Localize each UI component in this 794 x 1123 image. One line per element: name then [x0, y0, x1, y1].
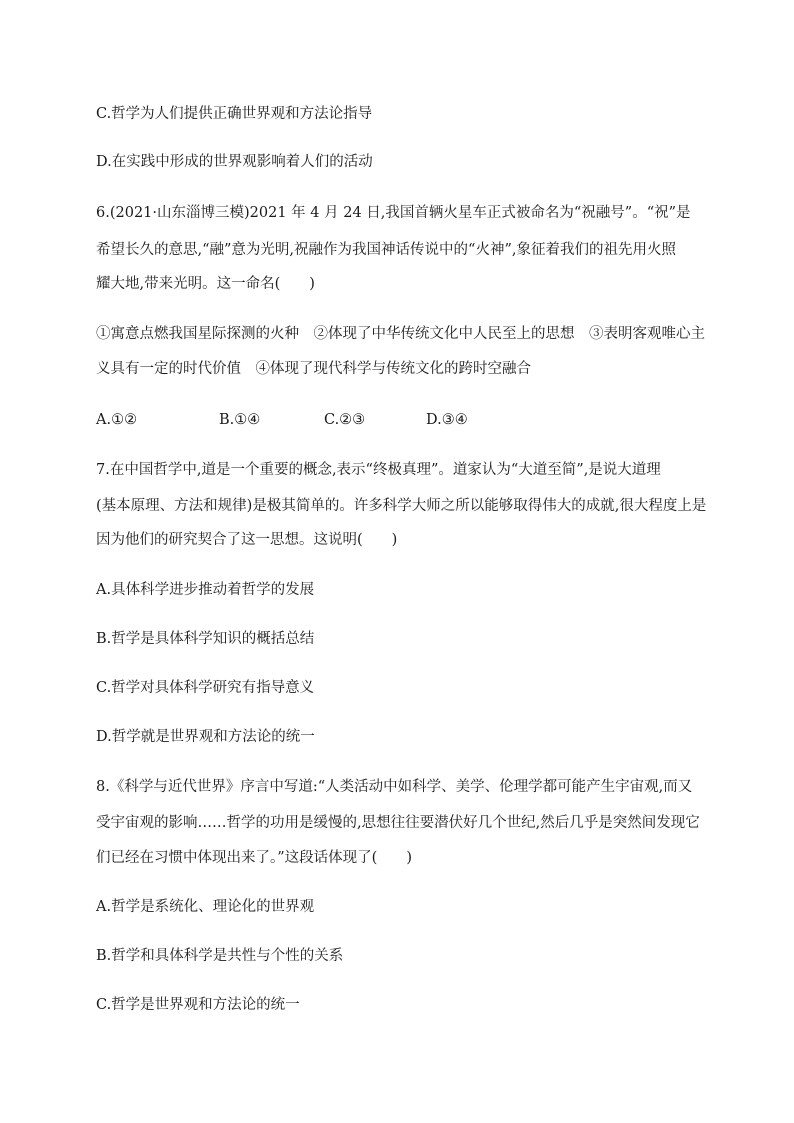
q6-stem-line-3: 耀大地,带来光明。这一命名( ) — [96, 276, 315, 292]
q8-option-b: B.哲学和具体科学是共性与个性的关系 — [96, 948, 344, 964]
q7-stem-line-2: (基本原理、方法和规律)是极其简单的。许多科学大师之所以能够取得伟大的成就,很大程度上是 — [96, 498, 707, 514]
q6-option-a: A.①② — [96, 412, 138, 428]
q5-option-d: D.在实践中形成的世界观影响着人们的活动 — [96, 154, 373, 170]
q8-option-a: A.哲学是系统化、理论化的世界观 — [96, 899, 315, 915]
q8-stem-line-3: 们已经在习惯中体现出来了。”这段话体现了( ) — [96, 850, 412, 866]
q8-stem-line-1: 8.《科学与近代世界》序言中写道:“人类活动中如科学、美学、伦理学都可能产生宇宙观,而又 — [96, 779, 693, 795]
q6-option-b: B.①④ — [219, 412, 261, 428]
q8-option-c: C.哲学是世界观和方法论的统一 — [96, 997, 300, 1013]
q7-option-a: A.具体科学进步推动着哲学的发展 — [96, 582, 315, 598]
q5-option-c: C.哲学为人们提供正确世界观和方法论指导 — [96, 106, 373, 122]
q6-stem-line-1: 6.(2021·山东淄博三模)2021 年 4 月 24 日,我国首辆火星车正式被命名为“祝融号”。“祝”是 — [96, 205, 691, 221]
q7-option-d: D.哲学就是世界观和方法论的统一 — [96, 729, 315, 745]
q6-stem-line-2: 希望长久的意思,“融”意为光明,祝融作为我国神话传说中的“火神”,象征着我们的祖先用火照 — [96, 242, 676, 258]
q6-option-c: C.②③ — [324, 412, 366, 428]
q8-stem-line-2: 受宇宙观的影响……哲学的功用是缓慢的,思想往往要潜伏好几个世纪,然后几乎是突然间发现它 — [96, 815, 700, 831]
q6-option-d: D.③④ — [426, 412, 468, 428]
q6-options — [96, 410, 496, 430]
q7-stem-line-1: 7.在中国哲学中,道是一个重要的概念,表示“终极真理”。道家认为“大道至简”,是说大道理 — [96, 462, 661, 478]
q7-option-b: B.哲学是具体科学知识的概括总结 — [96, 631, 315, 647]
q7-stem-line-3: 因为他们的研究契合了这一思想。这说明( ) — [96, 532, 398, 548]
q7-option-c: C.哲学对具体科学研究有指导意义 — [96, 680, 315, 696]
q6-statements-line-1: ①寓意点燃我国星际探测的火种 ②体现了中华传统文化中人民至上的思想 ③表明客观唯心主 — [96, 326, 705, 342]
q6-statements-line-2: 义具有一定的时代价值 ④体现了现代科学与传统文化的跨时空融合 — [96, 361, 531, 377]
